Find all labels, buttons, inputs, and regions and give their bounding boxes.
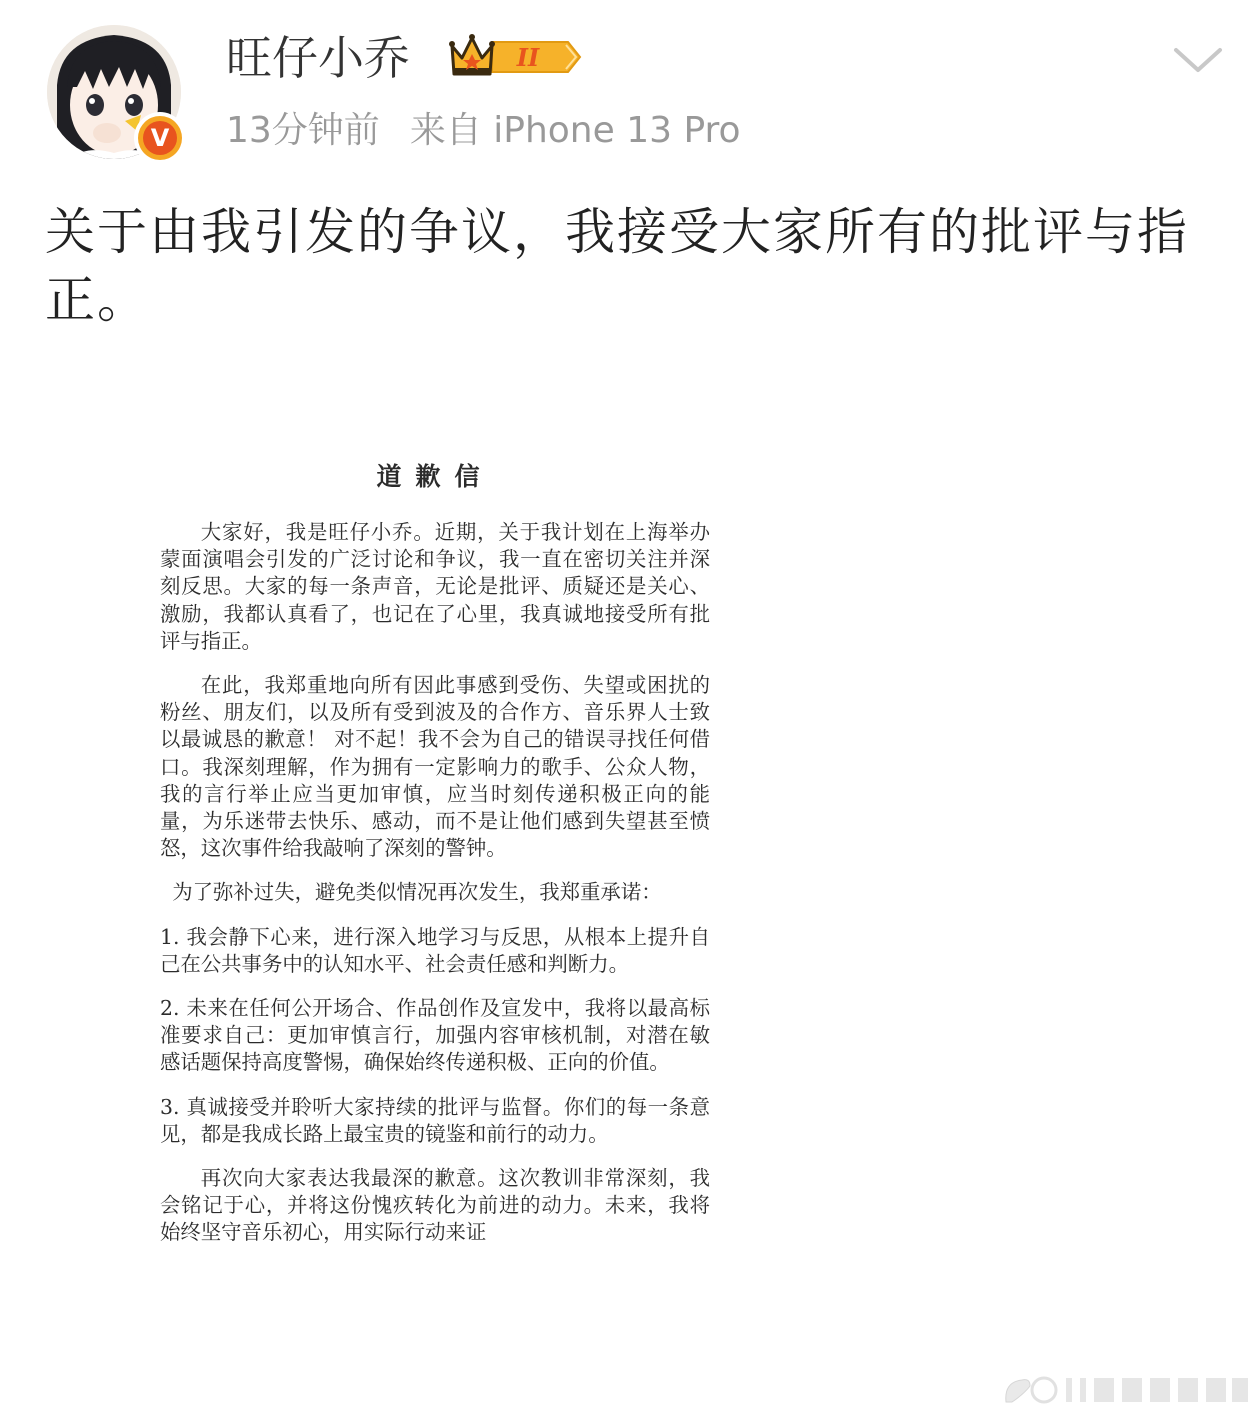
post-header	[0, 0, 1260, 175]
letter-paragraph: 大家好，我是旺仔小乔。近期，关于我计划在上海举办蒙面演唱会引发的广泛讨论和争议，我一直在密切关注并深刻反思。大家的每一条声音，无论是批评、质疑还是关心、激励，我都认真看了，也记在了心里，我真诚地接受所有批评与指正。	[160, 520, 710, 653]
letter-paragraph: 再次向大家表达我最深的歉意。这次教训非常深刻，我会铭记于心，并将这份愧疚转化为前进的动力。未来，我将始终坚守音乐初心，用实际行动来证	[160, 1166, 710, 1245]
verified-mark: V	[143, 121, 177, 155]
letter-paragraph: 1. 我会静下心来，进行深入地学习与反思，从根本上提升自己在公共事务中的认知水平、社会责任感和判断力。	[160, 924, 710, 976]
letter-paragraph: 3. 真诚接受并聆听大家持续的批评与监督。你们的每一条意见，都是我成长路上最宝贵的镜鉴和前行的动力。	[160, 1094, 710, 1146]
weibo-watermark-icon	[1000, 1372, 1252, 1408]
letter-paragraph: 为了弥补过失，避免类似情况再次发生，我郑重承诺：	[172, 880, 662, 905]
post-meta	[226, 106, 741, 156]
crown-level-badge-icon[interactable]	[448, 32, 583, 82]
post-text: 关于由我引发的争议，我接受大家所有的批评与指正。	[45, 203, 1189, 329]
letter-paragraph: 2. 未来在任何公开场合、作品创作及宣发中，我将以最高标准要求自己：更加审慎言行，加强内容审核机制，对潜在敏感话题保持高度警惕，确保始终传递积极、正向的价值。	[160, 996, 710, 1075]
post-source: 来自 iPhone 13 Pro	[409, 110, 741, 151]
apology-letter-image[interactable]	[160, 450, 710, 1414]
verified-v-badge-icon	[134, 112, 186, 164]
badge-level: II	[516, 43, 540, 72]
post-time: 13分钟前	[226, 110, 380, 151]
chevron-down-icon[interactable]	[1170, 42, 1226, 78]
letter-title: 道歉信	[376, 462, 494, 491]
username[interactable]: 旺仔小乔	[226, 31, 410, 85]
letter-paragraph: 在此，我郑重地向所有因此事感到受伤、失望或困扰的粉丝、朋友们，以及所有受到波及的合作方、音乐界人士致以最诚恳的歉意！ 对不起！我不会为自己的错误寻找任何借口。我深刻理解，作为拥有一定影响力的歌手、公众人物，我的言行举止应当更加审慎，应当时刻传递积极正向的能量，为乐迷带去快乐、感动，而不是让他们感到失望甚至愤怒，这次事件给我敲响了深刻的警钟。	[160, 673, 710, 861]
